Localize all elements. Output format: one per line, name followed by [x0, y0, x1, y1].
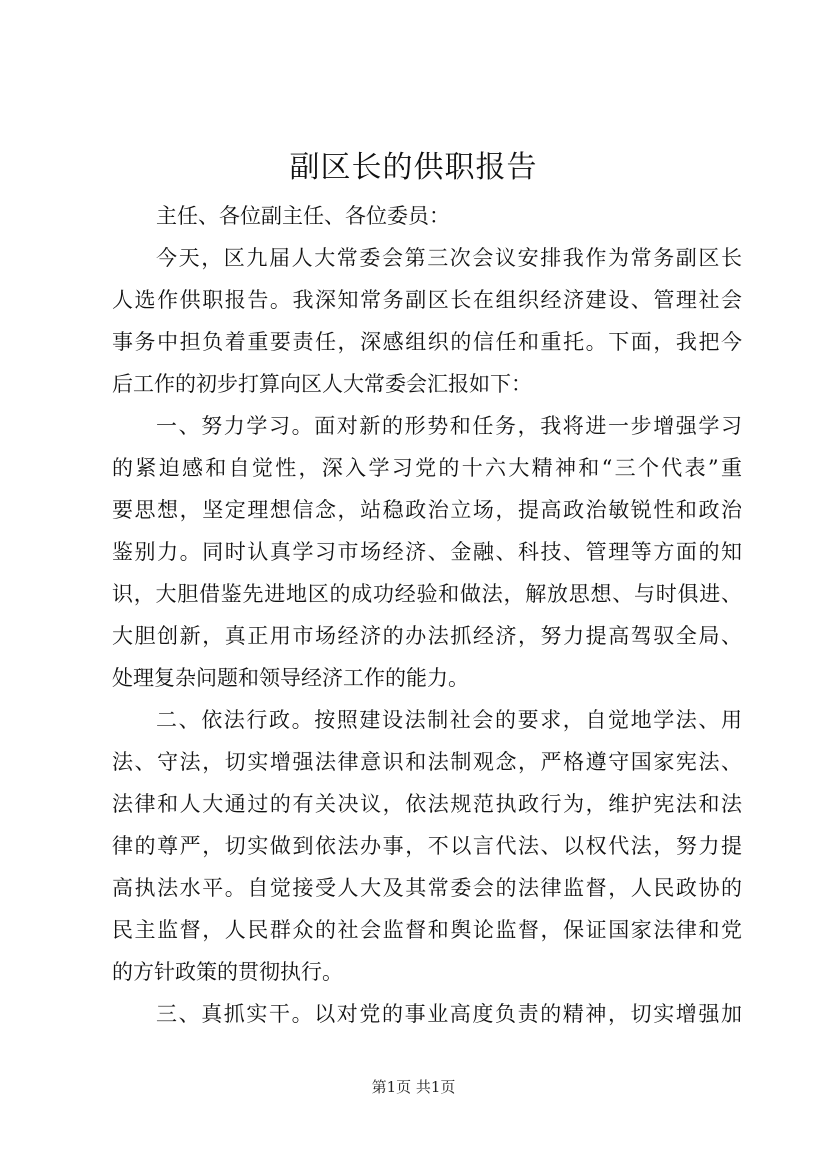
paragraph-line: 后工作的初步打算向区人大常委会汇报如下：	[112, 372, 532, 396]
salutation-line: 主任、各位副主任、各位委员：	[156, 204, 450, 228]
paragraph-line: 三、真抓实干。以对党的事业高度负责的精神，切实增强加	[156, 1002, 742, 1026]
paragraph-line: 的紧迫感和自觉性，深入学习党的十六大精神和“三个代表”重	[112, 456, 742, 480]
paragraph-line: 人选作供职报告。我深知常务副区长在组织经济建设、管理社会	[112, 288, 742, 312]
paragraph-line: 事务中担负着重要责任，深感组织的信任和重托。下面，我把今	[112, 330, 742, 354]
paragraph-line: 的方针政策的贯彻执行。	[112, 960, 343, 984]
paragraph-line: 高执法水平。自觉接受人大及其常委会的法律监督，人民政协的	[112, 876, 742, 900]
document-title: 副区长的供职报告	[289, 150, 538, 185]
paragraph-line: 鉴别力。同时认真学习市场经济、金融、科技、管理等方面的知	[112, 540, 742, 564]
paragraph-line: 要思想，坚定理想信念，站稳政治立场，提高政治敏锐性和政治	[112, 498, 742, 522]
paragraph-line: 法、守法，切实增强法律意识和法制观念，严格遵守国家宪法、	[112, 750, 742, 774]
paragraph-line: 法律和人大通过的有关决议，依法规范执政行为，维护宪法和法	[112, 792, 742, 816]
page-number: 第1页 共1页	[371, 1078, 456, 1096]
paragraph-line: 一、努力学习。面对新的形势和任务，我将进一步增强学习	[156, 414, 742, 438]
paragraph-line: 识，大胆借鉴先进地区的成功经验和做法，解放思想、与时俱进、	[112, 582, 742, 606]
paragraph-line: 处理复杂问题和领导经济工作的能力。	[112, 666, 469, 690]
paragraph-line: 大胆创新，真正用市场经济的办法抓经济，努力提高驾驭全局、	[112, 624, 742, 648]
paragraph-line: 今天，区九届人大常委会第三次会议安排我作为常务副区长	[156, 246, 742, 270]
paragraph-line: 二、依法行政。按照建设法制社会的要求，自觉地学法、用	[156, 708, 742, 732]
paragraph-line: 律的尊严，切实做到依法办事，不以言代法、以权代法，努力提	[112, 834, 742, 858]
paragraph-line: 民主监督，人民群众的社会监督和舆论监督，保证国家法律和党	[112, 918, 742, 942]
